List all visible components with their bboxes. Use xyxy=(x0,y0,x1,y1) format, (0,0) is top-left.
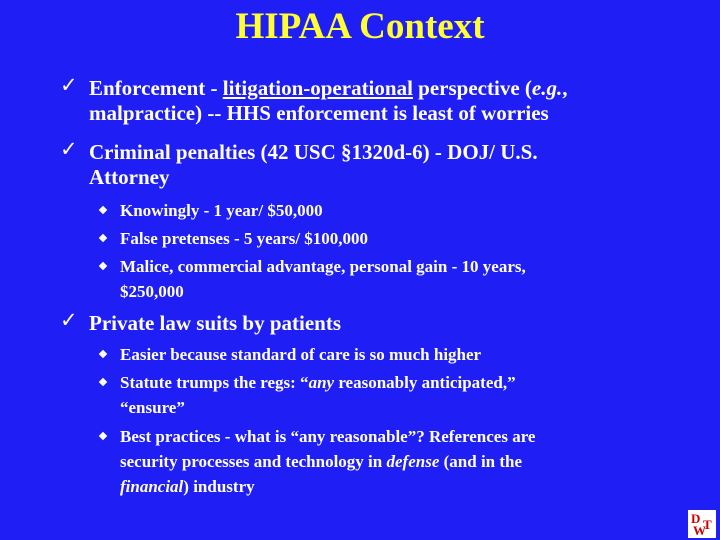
bullet-text: Statute trumps the regs: “ xyxy=(120,373,309,392)
logo-letter: T xyxy=(703,517,712,532)
slide-title: HIPAA Context xyxy=(235,6,485,47)
bullet-text: malpractice) -- HHS enforcement is least of worries xyxy=(89,101,549,125)
diamond-bullet-icon xyxy=(99,262,107,270)
bullet-text: reasonably anticipated,” xyxy=(334,373,516,392)
diamond-bullet-icon xyxy=(99,206,107,214)
diamond-bullet-icon xyxy=(99,350,107,358)
bullet-text: , xyxy=(562,76,568,100)
bullet-text: ) industry xyxy=(183,477,255,496)
bullet-text: Best practices - what is “any reasonable”? References are xyxy=(120,427,536,446)
logo-letter: W xyxy=(693,523,706,538)
bullet-text: “ensure” xyxy=(120,398,185,417)
sub-bullet: Easier because standard of care is so much higher xyxy=(120,345,482,364)
checkmark-bullet-icon: ✓ xyxy=(60,137,78,161)
sub-bullet: False pretenses - 5 years/ $100,000 xyxy=(120,229,369,248)
bullet-text: Malice, commercial advantage, personal gain - 10 years, xyxy=(120,257,526,276)
checkmark-bullet-icon: ✓ xyxy=(60,308,78,332)
diamond-bullet-icon xyxy=(99,234,107,242)
bullet-text: Criminal penalties (42 USC §1320d-6) - DOJ/ U.S. xyxy=(89,140,538,164)
dtw-logo xyxy=(688,510,716,538)
diamond-bullet-icon xyxy=(99,378,107,386)
italic-term: any xyxy=(308,373,335,392)
diamond-bullet-icon xyxy=(99,432,107,440)
bullet-text: perspective ( xyxy=(412,76,532,100)
sub-bullet xyxy=(120,370,680,420)
bullet-criminal-penalties xyxy=(89,140,709,190)
bullet-text: (and in the xyxy=(439,452,523,471)
checkmark-bullet-icon: ✓ xyxy=(60,73,78,97)
sub-bullet xyxy=(120,424,680,499)
italic-term: e.g. xyxy=(531,76,563,100)
underlined-term: litigation-operational xyxy=(222,76,413,100)
bullet-text: Attorney xyxy=(89,165,170,189)
bullet-private-suits: Private law suits by patients xyxy=(89,311,341,335)
italic-term: defense xyxy=(386,452,440,471)
bullet-text: security processes and technology in xyxy=(120,452,387,471)
bullet-text: Enforcement - xyxy=(89,76,223,100)
logo-letter: D xyxy=(691,511,701,526)
sub-bullet xyxy=(120,254,680,304)
sub-bullet: Knowingly - 1 year/ $50,000 xyxy=(120,201,323,220)
bullet-text: $250,000 xyxy=(120,282,184,301)
bullet-enforcement xyxy=(89,76,709,126)
italic-term: financial xyxy=(120,477,184,496)
